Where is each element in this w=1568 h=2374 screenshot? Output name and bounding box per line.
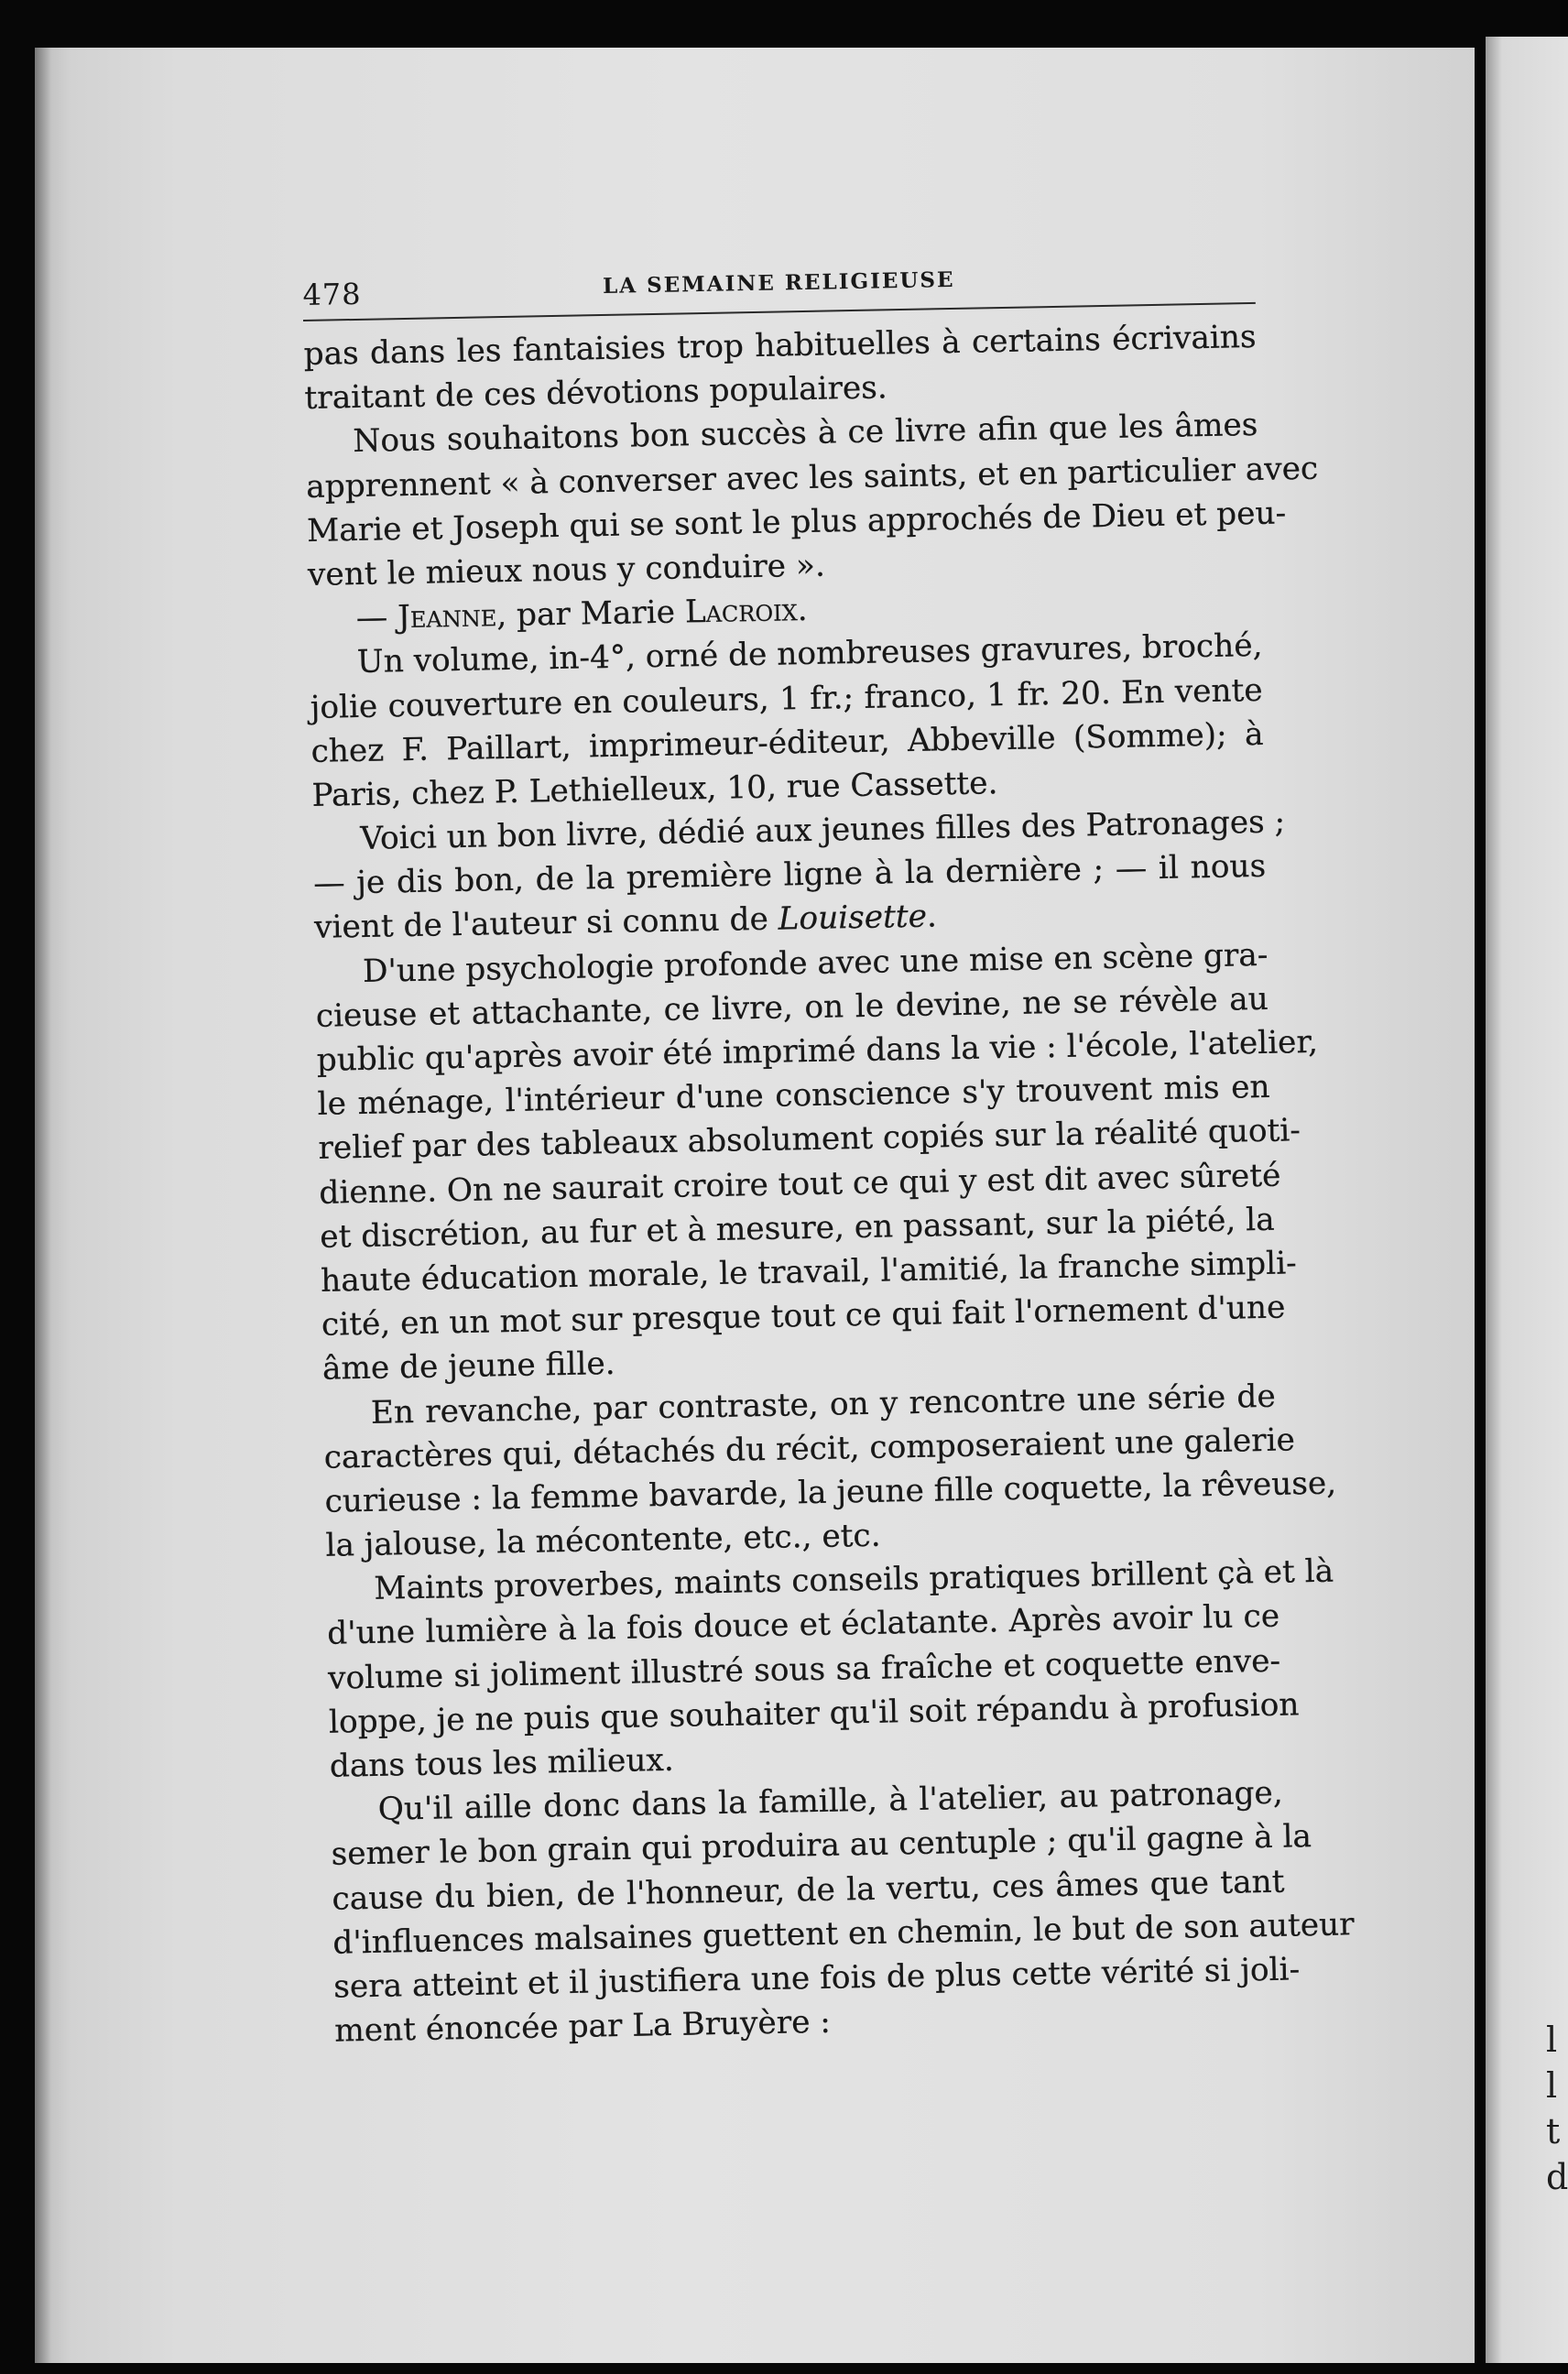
work-title: Louisette bbox=[778, 898, 928, 939]
text-line: et discrétion, au fur et à mesure, en passant, sur la piété, la bbox=[319, 1201, 1275, 1256]
text-line: relief par des tableaux absolument copiés sur la réalité quoti- bbox=[318, 1112, 1301, 1168]
text-line: ment énoncée par La Bruyère : bbox=[333, 2003, 832, 2050]
text-line: apprennent « à converser avec les saints, et en particulier avec bbox=[305, 450, 1319, 506]
facing-page-edge bbox=[1486, 37, 1568, 2363]
book-author: Lacroix bbox=[684, 592, 799, 631]
text-line: loppe, je ne puis que souhaiter qu'il soit répandu à profusion bbox=[328, 1686, 1300, 1741]
text-line: D'une psychologie profonde avec une mise en scène gra- bbox=[362, 936, 1269, 990]
facing-page-fragment: l bbox=[1546, 2065, 1558, 2106]
text-line: d'influences malsaines guettent en chemin, le but de son auteur bbox=[332, 1906, 1355, 1962]
text-line: haute éducation morale, le travail, l'amitié, la franche simpli- bbox=[320, 1245, 1298, 1300]
text-line: curieuse : la femme bavarde, la jeune fille coquette, la rêveuse, bbox=[324, 1465, 1337, 1520]
text-line: pas dans les fantaisies trop habituelles à certains écrivains bbox=[303, 318, 1257, 373]
text-line: jolie couverture en couleurs, 1 fr.; franco, 1 fr. 20. En vente bbox=[310, 671, 1263, 726]
text-line: traitant de ces dévotions populaires. bbox=[304, 369, 888, 418]
text-line: Marie et Joseph qui se sont le plus approchés de Dieu et peu- bbox=[306, 495, 1287, 550]
text-line: Paris, chez P. Lethielleux, 10, rue Cassette. bbox=[311, 765, 998, 814]
text-line: Un volume, in-4°, orné de nombreuses gravures, broché, bbox=[356, 627, 1263, 681]
text-line: la jalouse, la mécontente, etc., etc. bbox=[325, 1517, 881, 1564]
facing-page-fragment: t bbox=[1546, 2111, 1561, 2151]
facing-page-fragment: d bbox=[1546, 2157, 1568, 2197]
author-line-text: vient de l'auteur si connu de bbox=[313, 901, 779, 947]
text-line: le ménage, l'intérieur d'une conscience s'y trouvent mis en bbox=[317, 1068, 1270, 1124]
page-gutter-shadow bbox=[35, 48, 51, 2363]
text-line: Voici un bon livre, dédié aux jeunes filles des Patronages ; bbox=[360, 803, 1286, 858]
text-line: caractères qui, détachés du récit, composeraient une galerie bbox=[323, 1421, 1296, 1476]
text-line: d'une lumière à la fois douce et éclatante. Après avoir lu ce bbox=[326, 1598, 1280, 1653]
text-line: dienne. On ne saurait croire tout ce qui y est dit avec sûreté bbox=[319, 1157, 1281, 1212]
text-line: Qu'il aille donc dans la famille, à l'atelier, au patronage, bbox=[377, 1774, 1284, 1828]
entry-end: . bbox=[797, 592, 808, 629]
entry-by: , par Marie bbox=[495, 594, 686, 635]
text-line: En revanche, par contraste, on y rencontre une série de bbox=[370, 1378, 1277, 1432]
book-title: Jeanne bbox=[397, 597, 497, 637]
page-text-block bbox=[302, 253, 1355, 2053]
entry-dash: — bbox=[355, 599, 398, 637]
author-line-end: . bbox=[926, 898, 938, 936]
journal-title: LA SEMAINE RELIGIEUSE bbox=[602, 267, 955, 299]
text-line: cause du bien, de l'honneur, de la vertu, ces âmes que tant bbox=[332, 1863, 1285, 1918]
text-line: Nous souhaitons bon succès à ce livre afin que les âmes bbox=[353, 407, 1258, 461]
text-line: volume si joliment illustré sous sa fraîche et coquette enve- bbox=[327, 1642, 1281, 1697]
text-line: — je dis bon, de la première ligne à la dernière ; — il nous bbox=[312, 848, 1267, 903]
page-number: 478 bbox=[302, 276, 362, 312]
facing-page-fragment: l bbox=[1546, 2020, 1558, 2060]
text-line: public qu'après avoir été imprimé dans la vie : l'école, l'atelier, bbox=[316, 1023, 1319, 1079]
text-line: Maints proverbes, maints conseils pratiques brillent çà et là bbox=[374, 1552, 1334, 1608]
text-line: cité, en un mot sur presque tout ce qui fait l'ornement d'une bbox=[321, 1289, 1286, 1344]
text-line: sera atteint et il justifiera une fois de plus cette vérité si joli- bbox=[332, 1951, 1301, 2006]
text-line: vent le mieux nous y conduire ». bbox=[307, 547, 826, 594]
text-line: chez F. Paillart, imprimeur-éditeur, Abbeville (Somme); à bbox=[310, 715, 1264, 770]
text-line: âme de jeune fille. bbox=[321, 1345, 615, 1388]
text-line: dans tous les milieux. bbox=[329, 1741, 675, 1785]
text-line: semer le bon grain qui produira au centuple ; qu'il gagne à la bbox=[331, 1818, 1312, 1874]
text-line: cieuse et attachante, ce livre, on le devine, ne se révèle au bbox=[315, 980, 1269, 1035]
